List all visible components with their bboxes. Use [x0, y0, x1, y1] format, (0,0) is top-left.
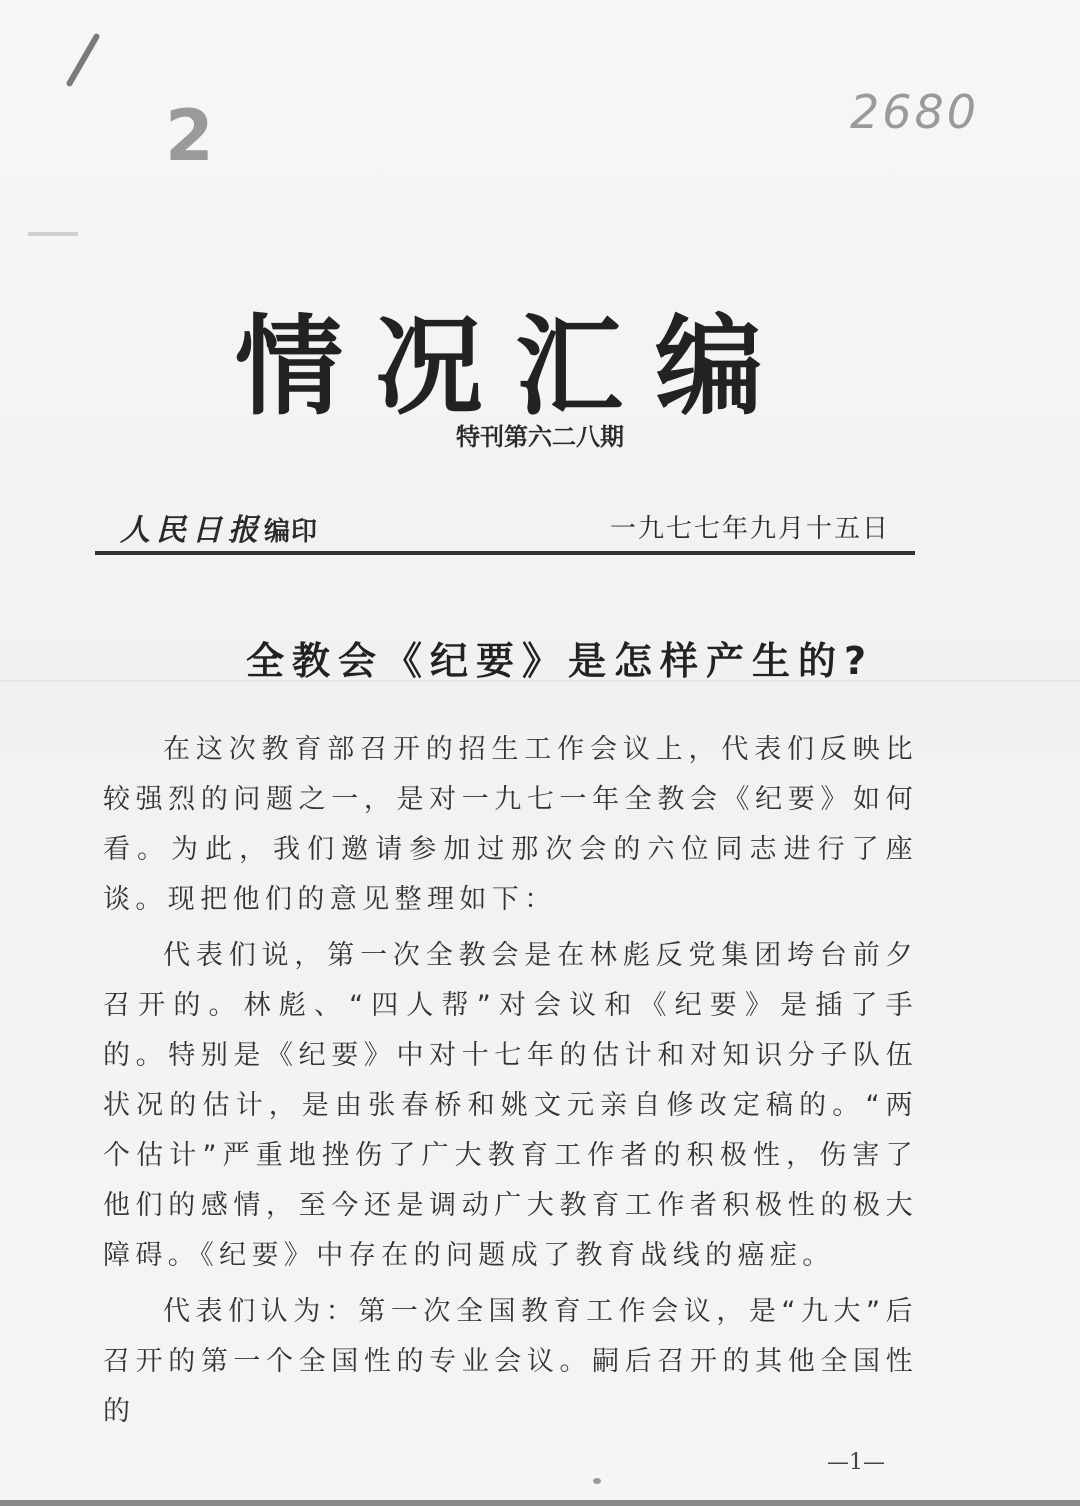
handwritten-slash-mark: [65, 33, 100, 88]
publisher-line: [120, 505, 318, 549]
publisher-suffix: 编印: [264, 517, 319, 547]
paragraph: 代表们认为：第一次全国教育工作会议，是“九大”后召开的第一个全国性的专业会议。嗣后召开的其他全国性的: [103, 1296, 918, 1427]
handwritten-page-number: 2: [165, 95, 214, 177]
page-number: —1—: [827, 1450, 885, 1475]
publisher-name: 人民日报: [120, 513, 264, 548]
article-body: [103, 725, 918, 1443]
scan-artifact: [28, 232, 78, 236]
handwritten-archive-number: 2680: [850, 85, 980, 139]
masthead-title: 情况汇编: [234, 305, 795, 430]
scan-artifact-dot: [593, 1478, 601, 1484]
paragraph: 在这次教育部召开的招生工作会议上，代表们反映比较强烈的问题之一，是对一九七一年全教会《纪要》如何看。为此，我们邀请参加过那次会的六位同志进行了座谈。现把他们的意见整理如下：: [103, 734, 918, 915]
issue-number: 特刊第六二八期: [456, 423, 624, 451]
publication-date: 一九七七年九月十五日: [609, 514, 890, 544]
header-divider: [95, 551, 915, 555]
paragraph: 代表们说，第一次全教会是在林彪反党集团垮台前夕召开的。林彪、“四人帮”对会议和《纪要》是插了手的。特别是《纪要》中对十七年的估计和对知识分子队伍状况的估计，是由张春桥和姚文元亲自修改定稿的。“两个估计”严重地挫伤了广大教育工作者的积极性，伤害了他们的感情，至今还是调动广大教育工作者积极性的极大障碍。《纪要》中存在的问题成了教育战线的癌症。: [103, 940, 918, 1271]
article-headline: 全教会《纪要》是怎样产生的?: [245, 639, 875, 683]
scan-bottom-edge: [0, 1500, 1080, 1506]
